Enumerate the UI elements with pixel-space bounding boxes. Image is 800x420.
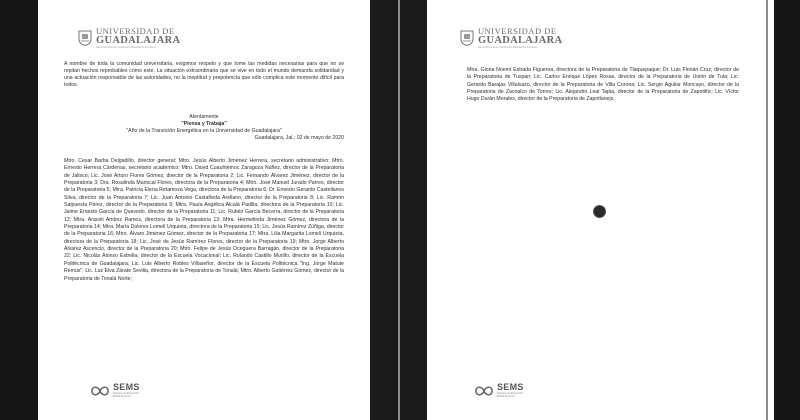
mouse-cursor-dot (593, 205, 606, 218)
viewer-right-margin (774, 0, 800, 420)
university-crest-icon (460, 30, 474, 46)
sems-brand: SEMS (113, 382, 140, 392)
signatories-list-continued: Mtra. Gloria Noemí Estrada Figueroa, directora de la Preparatoria de Tlaquepaque; Dr. Luis Florián Cruz, director de la Preparatoria de Tuxpan; Lic. Carlos Enrique López Rosas, director de la Preparatoria de Unión de Tula; Lic. Gerardo Barajas Villalvazo, director de la Preparatoria de Villa Corona; Lic. Sergio Aguilar Moncayo, director de la Preparatoria de Zacoalco de Torres; Lic. Alejandro Leal Tapia, director de la Preparatoria de Zapotiltic; Lic. Víctor Hugo Durán Morales, director de la Preparatoria de Zapotlanejo. (467, 67, 739, 103)
signatories-list: Mtro. Cesar Barba Delgadillo, director general; Mtro. Jesús Alberto Jiménez Herrera, secretario administrativo; Mtro. Ernesto Herrera Cárdenas, secretario académico; Mtro. David Cuauhtémoc Zaragoza Núñez, director de la Preparatoria de Jalisco; Lic. José Arturo Flores Gómez, director de la Preparatoria 2; Lic. Fernando Álvarez Jiménez, director de la Preparatoria 3; Dra. Rosalinda Mariscal Flores, directora de la Preparatoria 4; Mtro. José Manuel Jurado Parres, director de la Preparatoria 5; Mtra. Patricia Elena Retamoza Vega, directora de la Preparatoria 6; Dr. Ernesto Gerardo Castellanos Silva, director de la Preparatoria 7; Lic. Juan Antonio Castañeda Arellano, director de la Preparatoria 8; Lic. Ramón Salpuesta Pérez, director de la Preparatoria 9; Mtra. Paula Angélica Alcalá Padilla, directora de la Preparatoria 10; Lic. Jaime Ernesto García de Quevedo, director de la Preparatoria 11; Lic. Rubén García Becerra, director de la Preparatoria 12; Mtra. Araceli Ambriz Ramos, directora de la Preparatoria 13; Mtra. Hermelinda Jiménez Gómez, directora de la Preparatoria 14; Mtra. María Dolores Lomelí Urquieta, directora de la Preparatoria 15; Lic. Jesús Ramírez Zúñiga, director de la Preparatoria 16; Mtro. Álvaro Jiménez Gómez, director de la Preparatoria 17; Mtra. Lilia Margarita Lomelí Urquieta, directora de la Preparatoria 18; Lic. José de Jesús Ramírez Flores, director de la Preparatoria 19; Mtro. Jorge Alberto Álvarez Ascencio, director de la Preparatoria 20; Mtro. Felipe de Jesús Oceguera Barragán, director de la Preparatoria 22; Lic. Nicolás Alonso Estrella, director de la Escuela Vocacional; Lic. Rolando Castillo Murillo, director de la Escuela Politécnica de Guadalajara; Lic. Luis Alberto Robles Villaseñor, director de la Escuela Politécnica "Ing. Jorge Matute Remus"; Lic. Luz Elva Zárate Sevilla, directora de la Preparatoria de Tonalá; Mtro. Alberto Gutiérrez Gómez, director de la Preparatoria de Tonalá Norte; (64, 158, 344, 282)
page-edge-shadow (398, 0, 400, 420)
logo-line-1: UNIVERSIDAD DE (96, 26, 175, 36)
closing-atentamente: Atentamente (189, 114, 219, 120)
sems-sub-1: Sistema de Educación (113, 392, 139, 395)
closing-block (64, 114, 344, 142)
closing-date: Guadalajara, Jal.; 02 de mayo de 2020 (254, 135, 344, 141)
sems-mark-icon (474, 384, 494, 398)
logo-line-3: Red Universitaria e Institución Benemérita de Jalisco (478, 46, 538, 49)
closing-year-line: "Año de la Transición Energética en la Universidad de Guadalajara" (126, 128, 282, 134)
sems-sub-2: Media Superior (113, 395, 131, 398)
sems-mark-icon (90, 384, 110, 398)
logo-line-2: GUADALAJARA (478, 34, 563, 46)
viewer-left-margin (0, 0, 38, 420)
university-logo (78, 27, 180, 50)
sems-footer-logo (90, 383, 140, 398)
sems-brand: SEMS (497, 382, 524, 392)
university-logo (460, 27, 562, 50)
intro-paragraph: A nombre de toda la comunidad universitaria, exigimos respeto y que tome las medidas necesarias para que no se repitan hechos reprobables como este. La situación extraordinaria que se vive en todo el mundo demanda solidaridad y una actuación responsable de las autoridades, no la ineptitud y prepotencia que sólo complica este momento difícil para todos. (64, 61, 344, 88)
page-edge-shadow (766, 0, 768, 420)
logo-line-3: Red Universitaria e Institución Benemérita de Jalisco (96, 46, 156, 49)
logo-line-1: UNIVERSIDAD DE (478, 26, 557, 36)
sems-footer-logo (474, 383, 524, 398)
closing-motto: "Piensa y Trabaja" (181, 121, 227, 127)
sems-sub-2: Media Superior (497, 395, 515, 398)
university-crest-icon (78, 30, 92, 46)
logo-line-2: GUADALAJARA (96, 34, 181, 46)
document-page-1[interactable] (38, 0, 370, 420)
sems-sub-1: Sistema de Educación (497, 392, 523, 395)
